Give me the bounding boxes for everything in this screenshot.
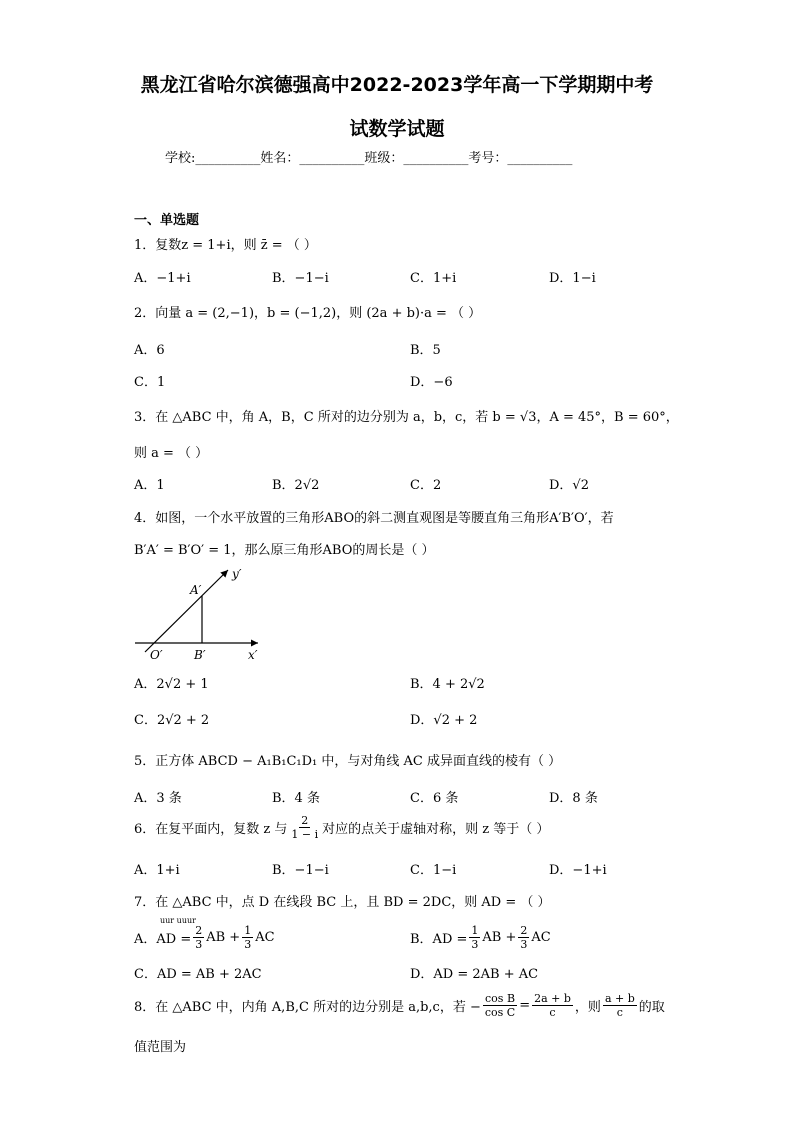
q8-frac3-den: c	[616, 1006, 623, 1019]
q8-frac2-den: c	[549, 1006, 556, 1019]
q7-option-d: D．AD = 2AB + AC	[410, 967, 539, 982]
student-info-line: 学校:__________姓名：__________班级：__________考号：__________	[165, 151, 573, 166]
q6-fraction	[289, 814, 320, 841]
q3-option-c: C．2	[410, 478, 442, 493]
q2-option-a: A．6	[134, 343, 165, 358]
q8-frac1	[483, 992, 517, 1019]
question-8-stem	[134, 992, 665, 1019]
q2-option-d: D．−6	[410, 375, 453, 390]
q4-option-b: B．4 + 2√2	[410, 677, 485, 692]
point-a-label: A′	[190, 583, 202, 597]
q8-frac2-num: 2a + b	[534, 992, 571, 1005]
q8-mid: ，则	[574, 1000, 601, 1015]
q7-b-frac1-num: 1	[471, 924, 479, 937]
q7-a-mid: AB +	[206, 930, 241, 945]
q3-option-d: D．√2	[549, 478, 589, 493]
q3-option-a: A．1	[134, 478, 165, 493]
q7-a-frac1	[193, 924, 204, 951]
q1-option-c: C．1+i	[410, 271, 457, 286]
y-axis-label: y′	[232, 567, 242, 581]
q8-frac2	[532, 992, 573, 1019]
x-axis-label: x′	[248, 648, 258, 662]
q7-b-frac2	[518, 924, 529, 951]
q7-a-frac1-num: 2	[195, 924, 203, 937]
q5-option-d: D．8 条	[549, 791, 598, 806]
q6-option-a: A．1+i	[134, 863, 180, 878]
point-b-label: B′	[194, 648, 206, 662]
q6-fraction-denominator: 1 − i	[291, 828, 319, 841]
question-5-stem: 5．正方体 ABCD − A₁B₁C₁D₁ 中，与对角线 AC 成异面直线的棱有（ ）	[134, 754, 562, 769]
q6-option-c: C．1−i	[410, 863, 457, 878]
q7-b-post: AC	[531, 930, 551, 945]
q7-b-frac2-num: 2	[520, 924, 528, 937]
page-title-line1: 黑龙江省哈尔滨德强高中2022-2023学年高一下学期期中考	[140, 74, 654, 96]
q8-frac3	[603, 992, 637, 1019]
q6-option-d: D．−1+i	[549, 863, 607, 878]
q8-frac1-num: cos B	[485, 992, 516, 1005]
q7-option-c: C．AD = AB + 2AC	[134, 967, 262, 982]
page-title-line2: 试数学试题	[349, 118, 445, 140]
point-o-label: O′	[150, 648, 163, 662]
q7-b-frac1	[469, 924, 480, 951]
q2-option-c: C．1	[134, 375, 166, 390]
q6-fraction-numerator: 2	[301, 814, 309, 827]
q7-a-post: AC	[255, 930, 275, 945]
q7-option-b	[410, 924, 551, 951]
q8-frac1-den: cos C	[484, 1006, 516, 1019]
oblique-triangle-figure	[130, 562, 270, 666]
q6-stem-post: 对应的点关于虚轴对称，则 z 等于（ ）	[322, 822, 550, 837]
question-3-stem: 3．在 △ABC 中，角 A，B，C 所对的边分别为 a，b，c，若 b = √3，A = 45°，B = 60°，	[134, 410, 679, 425]
q4-option-d: D．√2 + 2	[410, 713, 478, 728]
q1-option-d: D．1−i	[549, 271, 596, 286]
q6-stem-pre: 6．在复平面内，复数 z 与	[134, 822, 288, 837]
q7-option-a	[134, 924, 275, 951]
q8-eq: =	[519, 998, 531, 1013]
q7-a-frac2-num: 1	[244, 924, 252, 937]
question-4-stem-line2: B′A′ = B′O′ = 1，那么原三角形ABO的周长是（ ）	[134, 543, 435, 558]
question-1-stem: 1．复数z = 1+i，则 z̄ = （ ）	[134, 238, 317, 253]
q7-b-frac2-den: 3	[520, 938, 528, 951]
q1-option-b: B．−1−i	[272, 271, 329, 286]
section-heading: 一、单选题	[134, 213, 200, 228]
q6-option-b: B．−1−i	[272, 863, 329, 878]
q7-a-frac1-den: 3	[195, 938, 203, 951]
question-8-stem-line2: 值范围为	[134, 1040, 187, 1055]
q7-option-a-vector-mark: uur uuur	[160, 916, 196, 925]
q7-b-mid: AB +	[482, 930, 517, 945]
question-2-stem: 2．向量 a = (2,−1)，b = (−1,2)，则 (2a + b)·a = （ ）	[134, 306, 482, 321]
q4-option-a: A．2√2 + 1	[134, 677, 209, 692]
q4-option-c: C．2√2 + 2	[134, 713, 210, 728]
question-4-stem: 4．如图，一个水平放置的三角形ABO的斜二测直观图是等腰直角三角形A′B′O′，若	[134, 511, 614, 526]
q5-option-b: B．4 条	[272, 791, 320, 806]
q7-a-frac2	[242, 924, 253, 951]
q2-option-b: B．5	[410, 343, 441, 358]
question-6-stem	[134, 814, 549, 841]
q7-b-pre: B．AD =	[410, 932, 468, 947]
y-axis-line	[145, 570, 228, 652]
q8-stem-pre: 8．在 △ABC 中，内角 A,B,C 所对的边分别是 a,b,c，若 −	[134, 1000, 481, 1015]
q1-option-a: A．−1+i	[134, 271, 191, 286]
q7-a-frac2-den: 3	[244, 938, 252, 951]
q8-frac3-num: a + b	[604, 992, 635, 1005]
q8-post: 的取	[638, 1000, 665, 1015]
q3-option-b: B．2√2	[272, 478, 320, 493]
q7-a-pre: A．AD =	[134, 932, 192, 947]
q5-option-c: C．6 条	[410, 791, 459, 806]
question-7-stem: 7．在 △ABC 中，点 D 在线段 BC 上，且 BD = 2DC，则 AD = （ ）	[134, 895, 551, 910]
q5-option-a: A．3 条	[134, 791, 182, 806]
question-3-stem-line2: 则 a = （ ）	[134, 446, 209, 461]
q7-b-frac1-den: 3	[471, 938, 479, 951]
